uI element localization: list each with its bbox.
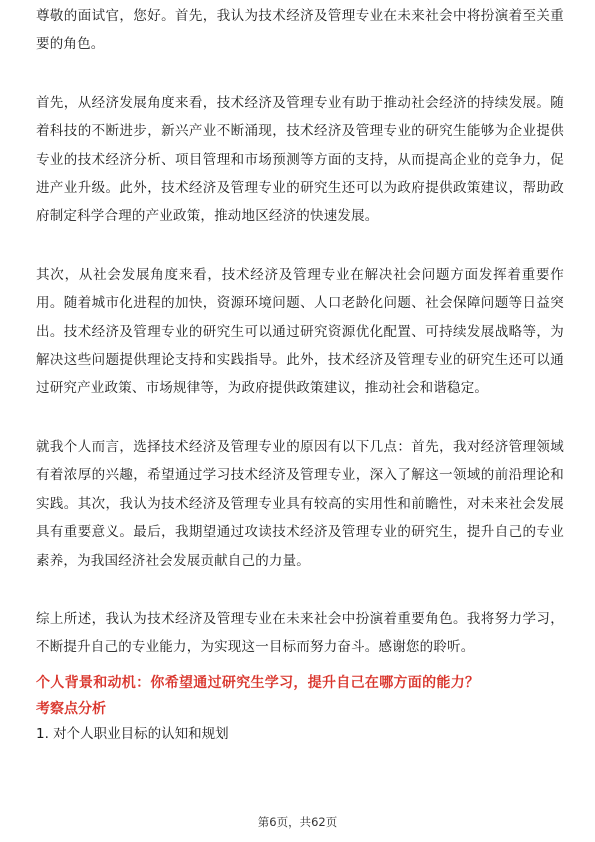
answer-paragraph-1: 尊敬的面试官，您好。首先，我认为技术经济及管理专业在未来社会中将扮演着至关重要的角色。 xyxy=(36,8,564,53)
analysis-section-title: 考察点分析 xyxy=(36,700,106,717)
page-number-footer: 第6页，共62页 xyxy=(257,815,338,829)
spacer xyxy=(36,662,564,670)
spacer xyxy=(36,59,564,89)
spacer xyxy=(36,575,564,605)
answer-paragraph-2: 首先，从经济发展角度来看，技术经济及管理专业有助于推动社会经济的持续发展。随着科技的不断进步，新兴产业不断涌现，技术经济及管理专业的研究生能够为企业提供专业的技术经济分析、项目管理和市场预测等方面的支持，从而提高企业的竞争力，促进产业升级。此外，技术经济及管理专业的研究生还可以为政府提供政策建议，帮助政府制定科学合理的产业政策，推动地区经济的快速发展。 xyxy=(36,94,564,225)
interview-question-heading: 个人背景和动机：你希望通过研究生学习，提升自己在哪方面的能力？ xyxy=(36,674,480,691)
answer-paragraph-3: 其次，从社会发展角度来看，技术经济及管理专业在解决社会问题方面发挥着重要作用。随着城市化进程的加快，资源环境问题、人口老龄化问题、社会保障问题等日益突出。技术经济及管理专业的研究生可以通过研究资源优化配置、可持续发展战略等，为解决这些问题提供理论支持和实践指导。此外，技术经济及管理专业的研究生还可以通过研究产业政策、市场规律等，为政府提供政策建议，推动社会和谐稳定。 xyxy=(36,266,564,397)
answer-paragraph-4: 就我个人而言，选择技术经济及管理专业的原因有以下几点：首先，我对经济管理领域有着浓厚的兴趣，希望通过学习技术经济及管理专业，深入了解这一领域的前沿理论和实践。其次，我认为技术经济及管理专业具有较高的实用性和前瞻性，对未来社会发展具有重要意义。最后，我期望通过攻读技术经济及管理专业的研究生，提升自己的专业素养，为我国经济社会发展贡献自己的力量。 xyxy=(36,438,564,569)
spacer xyxy=(36,403,564,433)
answer-paragraph-5: 综上所述，我认为技术经济及管理专业在未来社会中扮演着重要角色。我将努力学习，不断提升自己的专业能力，为实现这一目标而努力奋斗。感谢您的聆听。 xyxy=(36,610,564,656)
analysis-point: 1. 对个人职业目标的认知和规划 xyxy=(36,725,229,742)
document-body xyxy=(36,2,564,746)
spacer xyxy=(36,231,564,261)
